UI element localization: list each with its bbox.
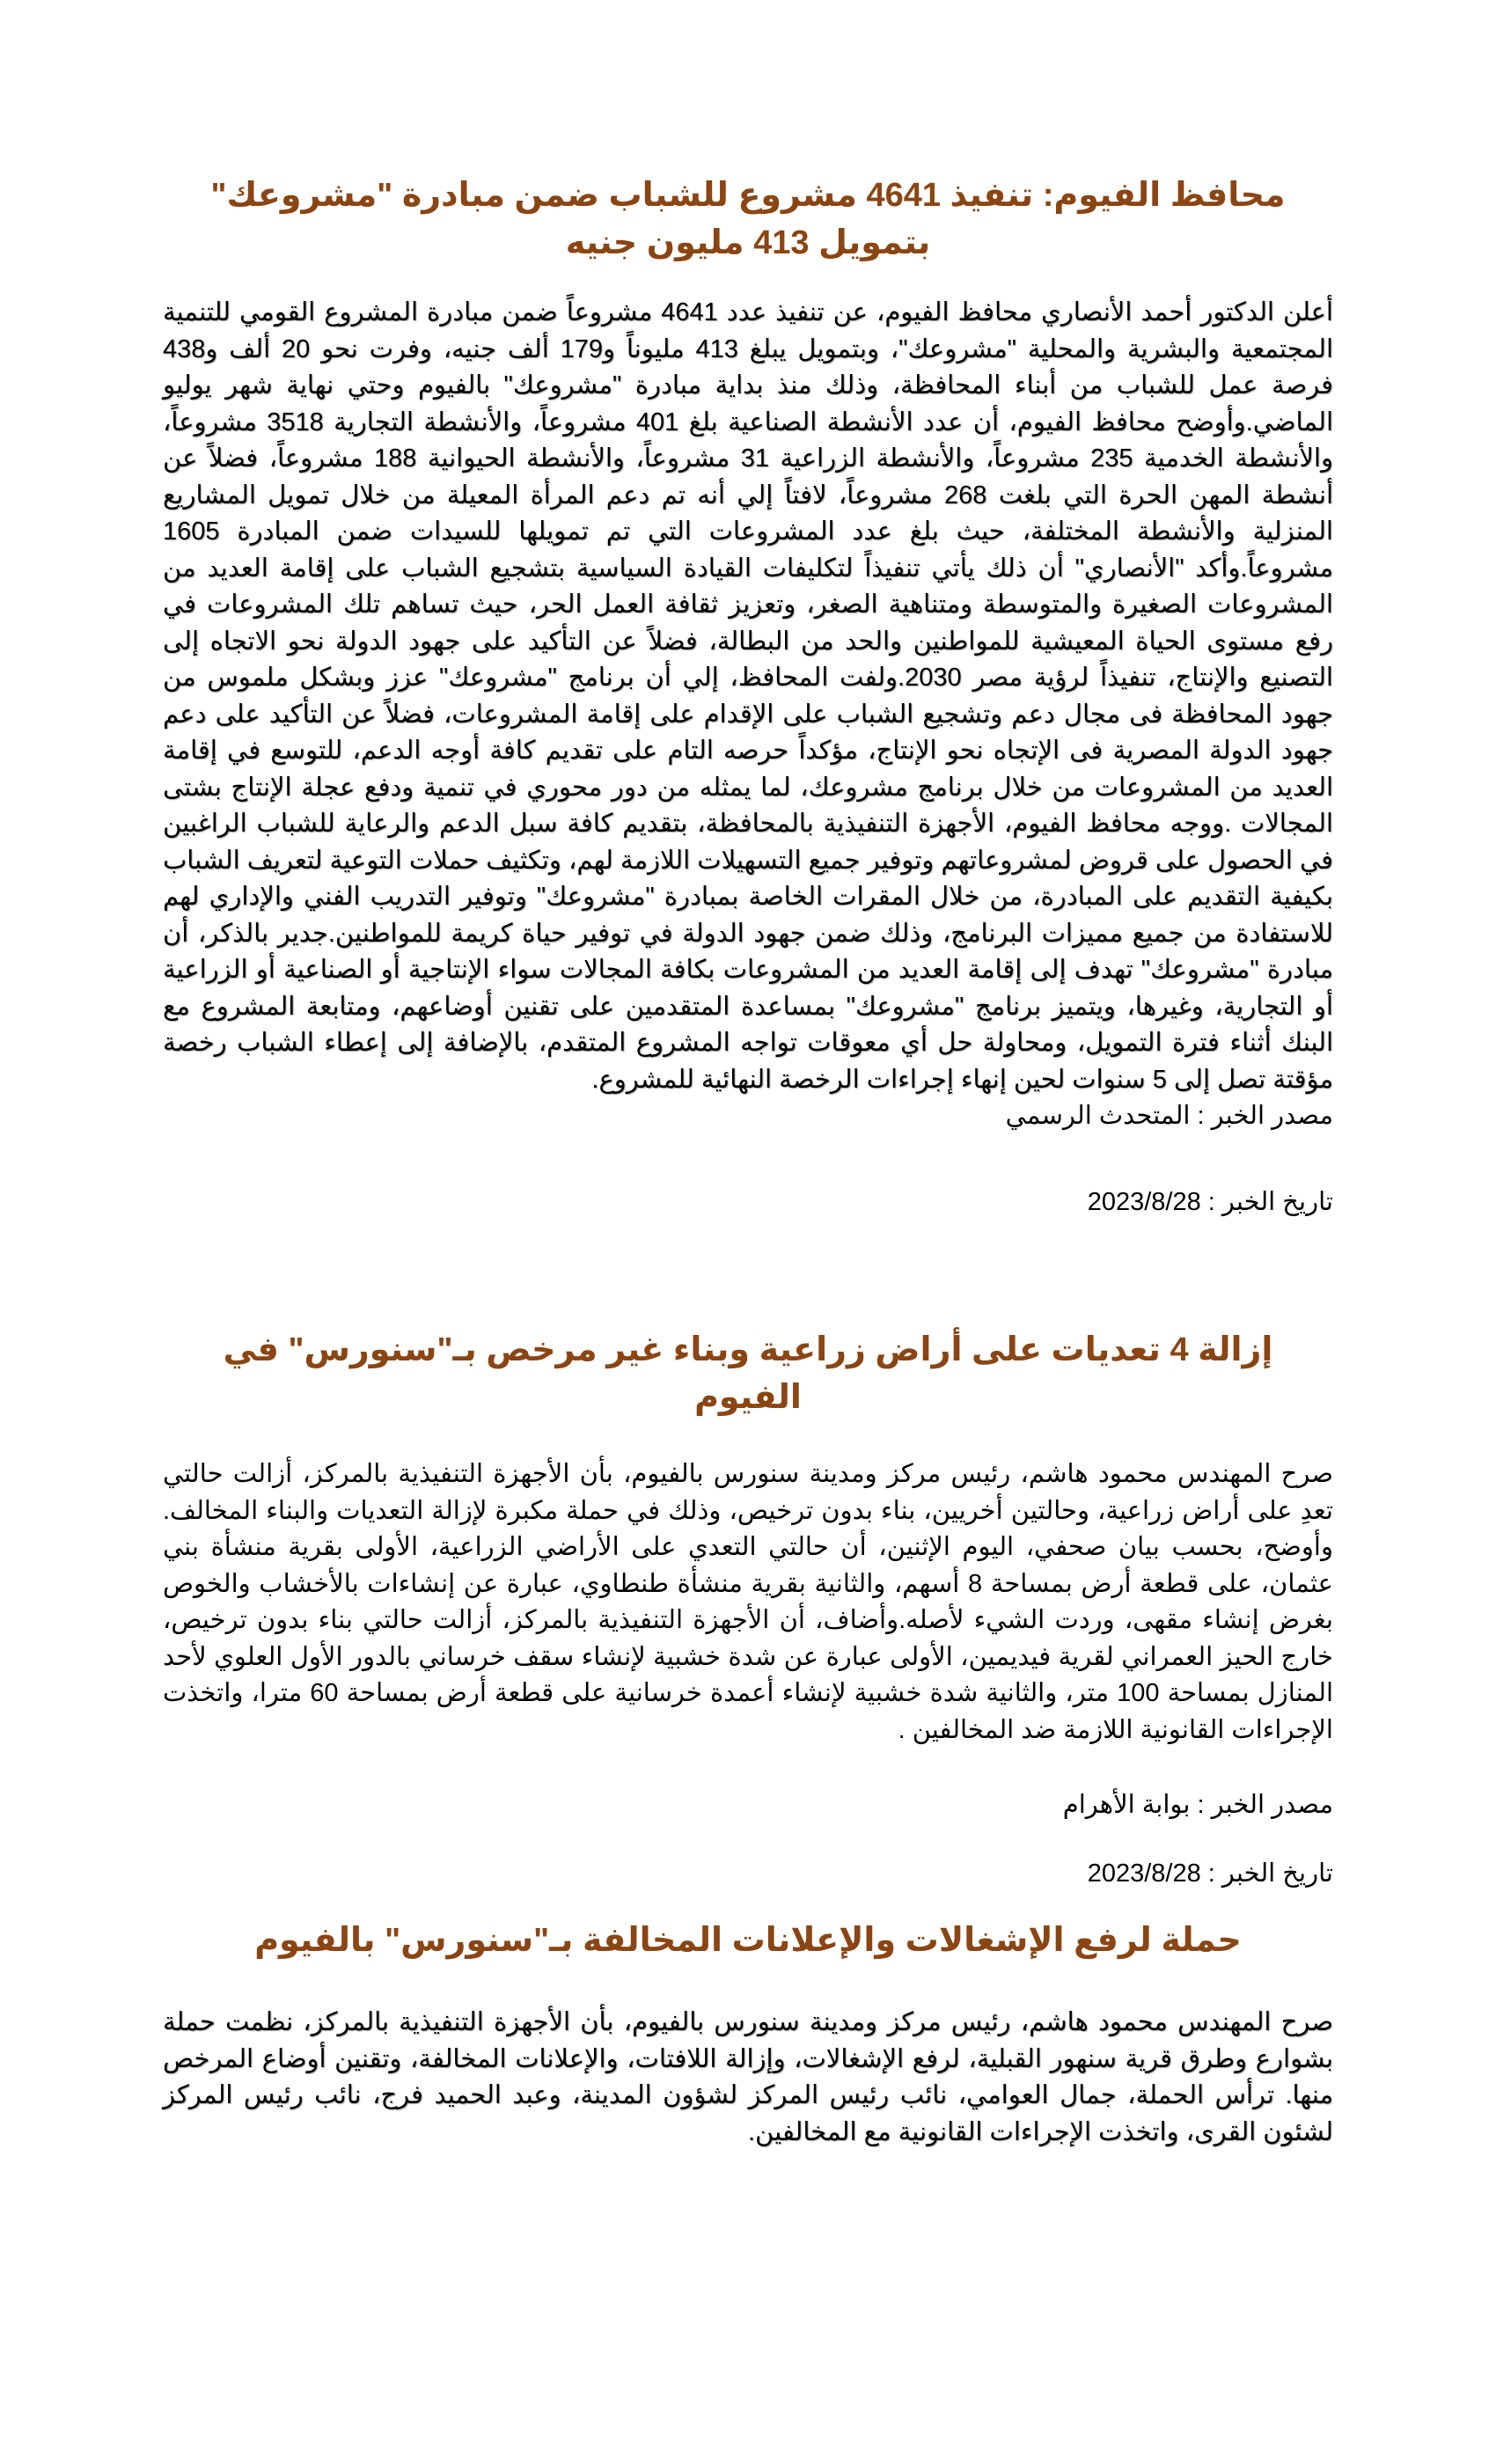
article-body: صرح المهندس محمود هاشم، رئيس مركز ومدينة سنورس بالفيوم، بأن الأجهزة التنفيذية بالمركز، نظمت حملة بشوارع وطرق قرية سنهور القبلية، لرفع الإشغالات، وإزالة اللافتات، والإعلانات المخالفة، وتقنين أوضاع المرخص منها. ترأس الحملة، جمال العوامي، نائب رئيس المركز لشؤون المدينة، وعبد الحميد فرج، نائب رئيس المركز لشئون القرى، واتخذت الإجراءات القانونية مع المخالفين. — [163, 2008, 1333, 2146]
source-value: بوابة الأهرام — [1062, 1791, 1191, 1819]
article-title: إزالة 4 تعديات على أراض زراعية وبناء غير مرخص بـ"سنورس" في الفيوم — [223, 1331, 1273, 1416]
article-body: صرح المهندس محمود هاشم، رئيس مركز ومدينة سنورس بالفيوم، بأن الأجهزة التنفيذية بالمركز، أزالت حالتي تعدِ على أراض زراعية، وحالتين أخريين، بناء بدون ترخيص، وذلك في حملة مكبرة لإزالة التعديات والبناء المخالف. وأوضح، بحسب بيان صحفي، اليوم الإثنين، أن حالتي التعدي على الأراضي الزراعية، الأولى بقرية منشأة بني عثمان، على قطعة أرض بمساحة 8 أسهم، والثانية بقرية منشأة طنطاوي، عبارة عن إنشاءات بالأخشاب والخوص بغرض إنشاء مقهى، وردت الشيء لأصله.وأضاف، أن الأجهزة التنفيذية بالمركز، أزالت حالتي بناء بدون ترخيص، خارج الحيز العمراني لقرية فيديمين، الأولى عبارة عن شدة خشبية لإنشاء سقف خرساني بالدور الأول العلوي لأحد المنازل بمساحة 100 متر، والثانية شدة خشبية لإنشاء أعمدة خرسانية على قطعة أرض بمساحة 60 مترا، واتخذت الإجراءات القانونية اللازمة ضد المخالفين . — [163, 1460, 1333, 1744]
meta-separator: : — [1190, 1102, 1212, 1130]
article-body: أعلن الدكتور أحمد الأنصاري محافظ الفيوم، عن تنفيذ عدد 4641 مشروعاً ضمن مبادرة المشروع القومي للتنمية المجتمعية والبشرية والمحلية "مشروعك"، وبتمويل يبلغ 413 مليوناً و179 ألف جنيه، وفرت نحو 20 ألف و438 فرصة عمل للشباب من أبناء المحافظة، وذلك منذ بداية مبادرة "مشروعك" بالفيوم وحتي نهاية شهر يوليو الماضي.وأوضح محافظ الفيوم، أن عدد الأنشطة الصناعية بلغ 401 مشروعاً، والأنشطة التجارية 3518 مشروعاً، والأنشطة الخدمية 235 مشروعاً، والأنشطة الزراعية 31 مشروعاً، والأنشطة الحيوانية 188 مشروعاً، فضلاً عن أنشطة المهن الحرة التي بلغت 268 مشروعاً، لافتاً إلي أنه تم دعم المرأة المعيلة من خلال تمويل المشاريع المنزلية والأنشطة المختلفة، حيث بلغ عدد المشروعات التي تم تمويلها للسيدات ضمن المبادرة 1605 مشروعاً.وأكد "الأنصاري" أن ذلك يأتي تنفيذاً لتكليفات القيادة السياسية بتشجيع الشباب على إقامة العديد من المشروعات الصغيرة والمتوسطة ومتناهية الصغر، وتعزيز ثقافة العمل الحر، حيث تساهم تلك المشروعات في رفع مستوى الحياة المعيشية للمواطنين والحد من البطالة، فضلاً عن التأكيد على جهود الدولة نحو الاتجاه إلى التصنيع والإنتاج، تنفيذاً لرؤية مصر 2030.ولفت المحافظ، إلي أن برنامج "مشروعك" عزز وبشكل ملموس من جهود المحافظة فى مجال دعم وتشجيع الشباب على الإقدام على إقامة المشروعات، فضلاً عن التأكيد على دعم جهود الدولة المصرية فى الإتجاه نحو الإنتاج، مؤكداً حرصه التام على تقديم كافة أوجه الدعم، للتوسع في إقامة العديد من المشروعات من خلال برنامج مشروعك، لما يمثله من دور محوري في تنمية ودفع عجلة الإنتاج بشتى المجالات .ووجه محافظ الفيوم، الأجهزة التنفيذية بالمحافظة، بتقديم كافة سبل الدعم والرعاية للشباب الراغبين في الحصول على قروض لمشروعاتهم وتوفير جميع التسهيلات اللازمة لهم، وتكثيف حملات التوعية لتعريف الشباب بكيفية التقديم على المبادرة، من خلال المقرات الخاصة بمبادرة "مشروعك" وتوفير التدريب الفني والإداري لهم للاستفادة من جميع مميزات البرنامج، وذلك ضمن جهود الدولة في توفير حياة كريمة للمواطنين.جدير بالذكر، أن مبادرة "مشروعك" تهدف إلى إقامة العديد من المشروعات بكافة المجالات سواء الإنتاجية أو الصناعية أو الزراعية أو التجارية، وغيرها، ويتميز برنامج "مشروعك" بمساعدة المتقدمين على تقنين أوضاعهم، ومتابعة المشروع مع البنك أثناء فترة التمويل، ومحاولة حل أي معوقات تواجه المشروع المتقدم، بالإضافة إلى إعطاء الشباب رخصة مؤقتة تصل إلى 5 سنوات لحين إنهاء إجراءات الرخصة النهائية للمشروع. — [163, 298, 1334, 1094]
article-date — [163, 1856, 1333, 1893]
meta-separator: : — [1200, 1859, 1222, 1888]
date-value: 2023/8/28 — [1087, 1859, 1201, 1888]
news-article — [163, 1326, 1333, 1892]
source-label: مصدر الخبر — [1211, 1791, 1333, 1819]
meta-separator: : — [1200, 1187, 1222, 1216]
article-source — [163, 1098, 1333, 1135]
news-article — [163, 172, 1333, 1221]
source-value: المتحدث الرسمي — [1005, 1102, 1191, 1130]
meta-separator: : — [1190, 1791, 1212, 1819]
news-article — [163, 1917, 1333, 2151]
article-spacer — [163, 1221, 1333, 1326]
article-title: محافظ الفيوم: تنفيذ 4641 مشروع للشباب ضمن مبادرة "مشروعك" بتمويل 413 مليون جنيه — [210, 177, 1286, 261]
date-label: تاريخ الخبر — [1221, 1859, 1333, 1888]
date-label: تاريخ الخبر — [1221, 1187, 1333, 1216]
date-value: 2023/8/28 — [1087, 1187, 1201, 1216]
article-date — [163, 1184, 1333, 1221]
news-page — [163, 0, 1333, 2151]
article-source — [163, 1787, 1333, 1824]
source-label: مصدر الخبر — [1211, 1102, 1333, 1130]
article-title: حملة لرفع الإشغالات والإعلانات المخالفة بـ"سنورس" بالفيوم — [254, 1922, 1242, 1959]
